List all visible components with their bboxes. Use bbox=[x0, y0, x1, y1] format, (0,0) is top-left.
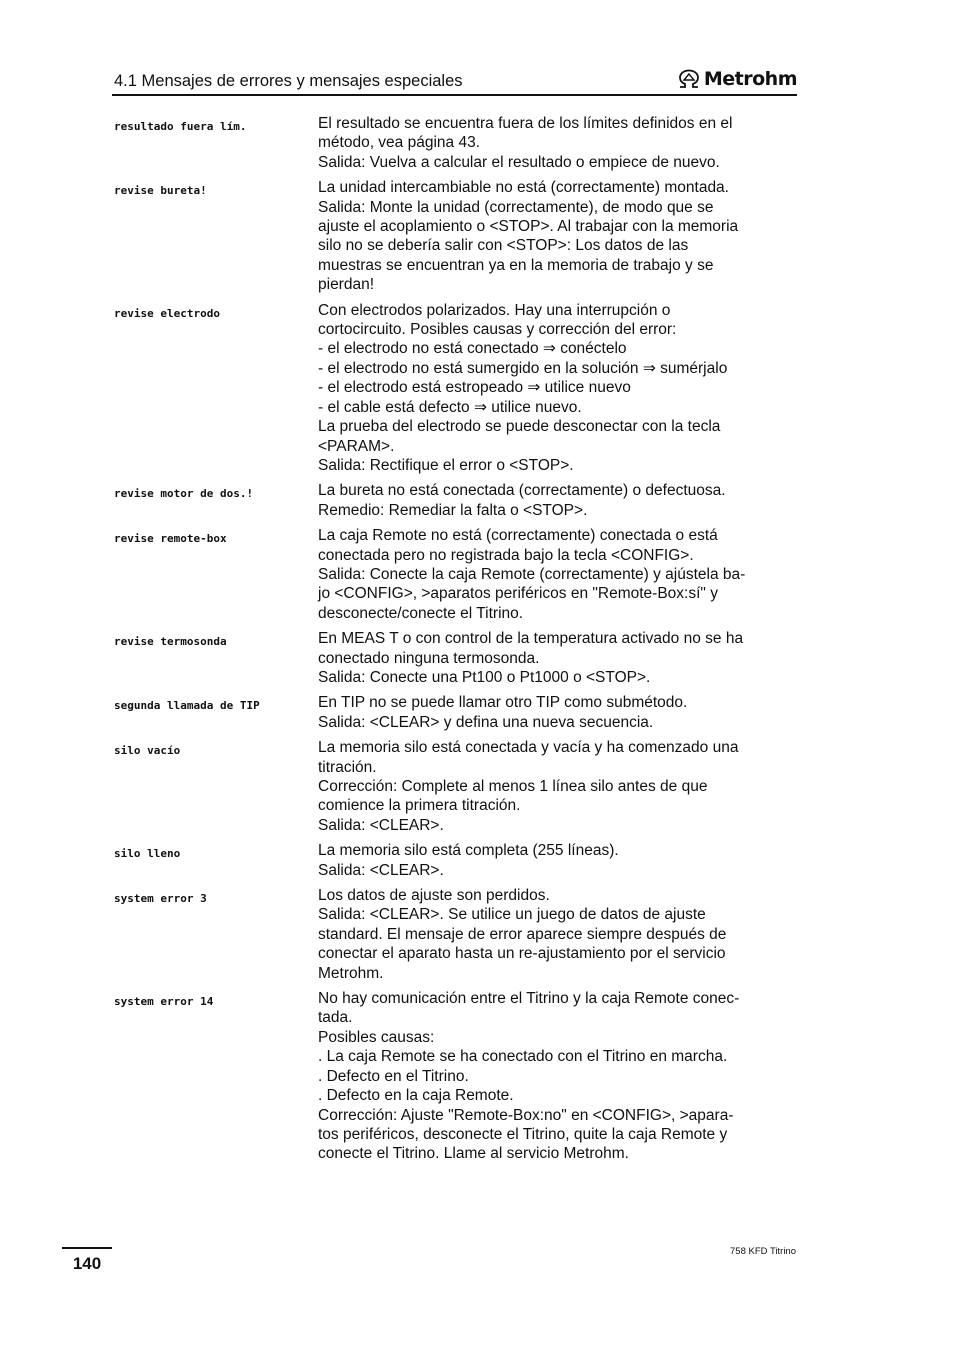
error-code: revise remote-box bbox=[114, 532, 227, 546]
error-entry bbox=[114, 886, 799, 983]
error-description bbox=[318, 114, 799, 172]
description-line: - el electrodo no está sumergido en la solución ⇒ sumérjalo bbox=[318, 359, 728, 377]
error-entry bbox=[114, 301, 799, 476]
error-entry bbox=[114, 841, 799, 880]
description-line: - el cable está defecto ⇒ utilice nuevo. bbox=[318, 398, 582, 416]
description-line: . Defecto en el Titrino. bbox=[318, 1067, 469, 1085]
error-code: revise termosonda bbox=[114, 635, 227, 649]
error-code: revise motor de dos.! bbox=[114, 487, 254, 501]
description-line: Salida: Monte la unidad (correctamente), de modo que se bbox=[318, 198, 714, 216]
error-description bbox=[318, 738, 799, 835]
description-line: . La caja Remote se ha conectado con el Titrino en marcha. bbox=[318, 1048, 728, 1066]
description-line: En MEAS T o con control de la temperatura activado no se ha bbox=[318, 630, 744, 648]
error-entry bbox=[114, 481, 799, 520]
error-entry bbox=[114, 178, 799, 294]
error-entry bbox=[114, 738, 799, 835]
description-line: La prueba del electrodo se puede desconectar con la tecla bbox=[318, 418, 721, 436]
metrohm-logo bbox=[677, 66, 797, 92]
description-line: Con electrodos polarizados. Hay una interrupción o bbox=[318, 301, 671, 319]
description-line: jo <CONFIG>, >aparatos periféricos en "Remote-Box:sí" y bbox=[318, 585, 718, 603]
error-description bbox=[318, 481, 799, 520]
product-name: 758 KFD Titrino bbox=[730, 1246, 796, 1257]
description-line: Posibles causas: bbox=[318, 1028, 435, 1046]
description-line: Salida: <CLEAR> y defina una nueva secuencia. bbox=[318, 713, 654, 731]
error-description bbox=[318, 989, 799, 1164]
description-line: - el electrodo no está conectado ⇒ conéctelo bbox=[318, 340, 627, 358]
error-code: revise bureta! bbox=[114, 184, 207, 198]
description-line: conecte el Titrino. Llame al servicio Metrohm. bbox=[318, 1145, 629, 1163]
description-line: titración. bbox=[318, 758, 377, 776]
error-description bbox=[318, 629, 799, 687]
error-code: segunda llamada de TIP bbox=[114, 699, 260, 713]
description-line: Salida: <CLEAR>. Se utilice un juego de datos de ajuste bbox=[318, 906, 706, 924]
error-message-list bbox=[114, 114, 799, 1170]
error-entry bbox=[114, 629, 799, 687]
metrohm-omega-icon bbox=[677, 69, 701, 89]
description-line: cortocircuito. Posibles causas y corrección del error: bbox=[318, 321, 677, 339]
description-line: La bureta no está conectada (correctamente) o defectuosa. bbox=[318, 482, 726, 500]
error-code: silo vacío bbox=[114, 744, 181, 758]
error-code: system error 3 bbox=[114, 892, 207, 906]
description-line: El resultado se encuentra fuera de los límites definidos en el bbox=[318, 115, 733, 132]
description-line: desconecte/conecte el Titrino. bbox=[318, 604, 524, 622]
description-line: Salida: <CLEAR>. bbox=[318, 861, 444, 879]
description-line: La caja Remote no está (correctamente) conectada o está bbox=[318, 527, 718, 545]
description-line: ajuste el acoplamiento o <STOP>. Al trabajar con la memoria bbox=[318, 218, 739, 236]
description-line: Salida: <CLEAR>. bbox=[318, 816, 444, 834]
error-description bbox=[318, 526, 799, 623]
description-line: Corrección: Ajuste "Remote-Box:no" en <CONFIG>, >apara- bbox=[318, 1106, 734, 1124]
section-title: 4.1 Mensajes de errores y mensajes especiales bbox=[114, 72, 463, 90]
description-line: método, vea página 43. bbox=[318, 134, 481, 152]
description-line: Remedio: Remediar la falta o <STOP>. bbox=[318, 501, 588, 519]
brand-name: Metrohm bbox=[703, 68, 797, 90]
error-code: revise electrodo bbox=[114, 306, 220, 320]
description-line: Metrohm. bbox=[318, 964, 384, 982]
description-line: conectada pero no registrada bajo la tecla <CONFIG>. bbox=[318, 546, 694, 564]
error-entry bbox=[114, 693, 799, 732]
error-entry bbox=[114, 114, 799, 172]
description-line: Salida: Rectifique el error o <STOP>. bbox=[318, 456, 574, 474]
description-line: La unidad intercambiable no está (correctamente) montada. bbox=[318, 179, 729, 197]
description-line: <PARAM>. bbox=[318, 437, 395, 455]
description-line: muestras se encuentran ya en la memoria de trabajo y se bbox=[318, 256, 714, 274]
description-line: conectado ninguna termosonda. bbox=[318, 649, 540, 667]
description-line: tada. bbox=[318, 1009, 353, 1027]
description-line: - el electrodo está estropeado ⇒ utilice nuevo bbox=[318, 379, 631, 397]
description-line: . Defecto en la caja Remote. bbox=[318, 1087, 514, 1105]
description-line: Los datos de ajuste son perdidos. bbox=[318, 887, 550, 905]
error-description bbox=[318, 693, 799, 732]
description-line: silo no se debería salir con <STOP>: Los datos de las bbox=[318, 237, 689, 255]
error-description bbox=[318, 886, 799, 983]
page-header bbox=[112, 66, 797, 96]
description-line: Salida: Conecte una Pt100 o Pt1000 o <STOP>. bbox=[318, 668, 651, 686]
page-number: 140 bbox=[62, 1247, 112, 1274]
error-description bbox=[318, 178, 799, 294]
error-entry bbox=[114, 989, 799, 1164]
description-line: En TIP no se puede llamar otro TIP como submétodo. bbox=[318, 694, 688, 712]
description-line: La memoria silo está conectada y vacía y ha comenzado una bbox=[318, 739, 739, 757]
error-code: system error 14 bbox=[114, 995, 214, 1009]
description-line: conectar el aparato hasta un re-ajustamiento por el servicio bbox=[318, 945, 726, 963]
description-line: La memoria silo está completa (255 líneas). bbox=[318, 842, 619, 860]
description-line: Salida: Conecte la caja Remote (correctamente) y ajústela ba- bbox=[318, 565, 746, 583]
error-description bbox=[318, 841, 799, 880]
description-line: comience la primera titración. bbox=[318, 797, 521, 815]
error-code: silo lleno bbox=[114, 847, 181, 861]
description-line: tos periféricos, desconecte el Titrino, quite la caja Remote y bbox=[318, 1125, 728, 1143]
error-description bbox=[318, 301, 799, 476]
description-line: Corrección: Complete al menos 1 línea silo antes de que bbox=[318, 778, 708, 795]
description-line: No hay comunicación entre el Titrino y la caja Remote conec- bbox=[318, 990, 740, 1008]
description-line: pierdan! bbox=[318, 276, 375, 294]
error-code: resultado fuera lím. bbox=[114, 120, 247, 133]
description-line: Salida: Vuelva a calcular el resultado o empiece de nuevo. bbox=[318, 153, 720, 171]
error-entry bbox=[114, 526, 799, 623]
description-line: standard. El mensaje de error aparece siempre después de bbox=[318, 925, 727, 943]
